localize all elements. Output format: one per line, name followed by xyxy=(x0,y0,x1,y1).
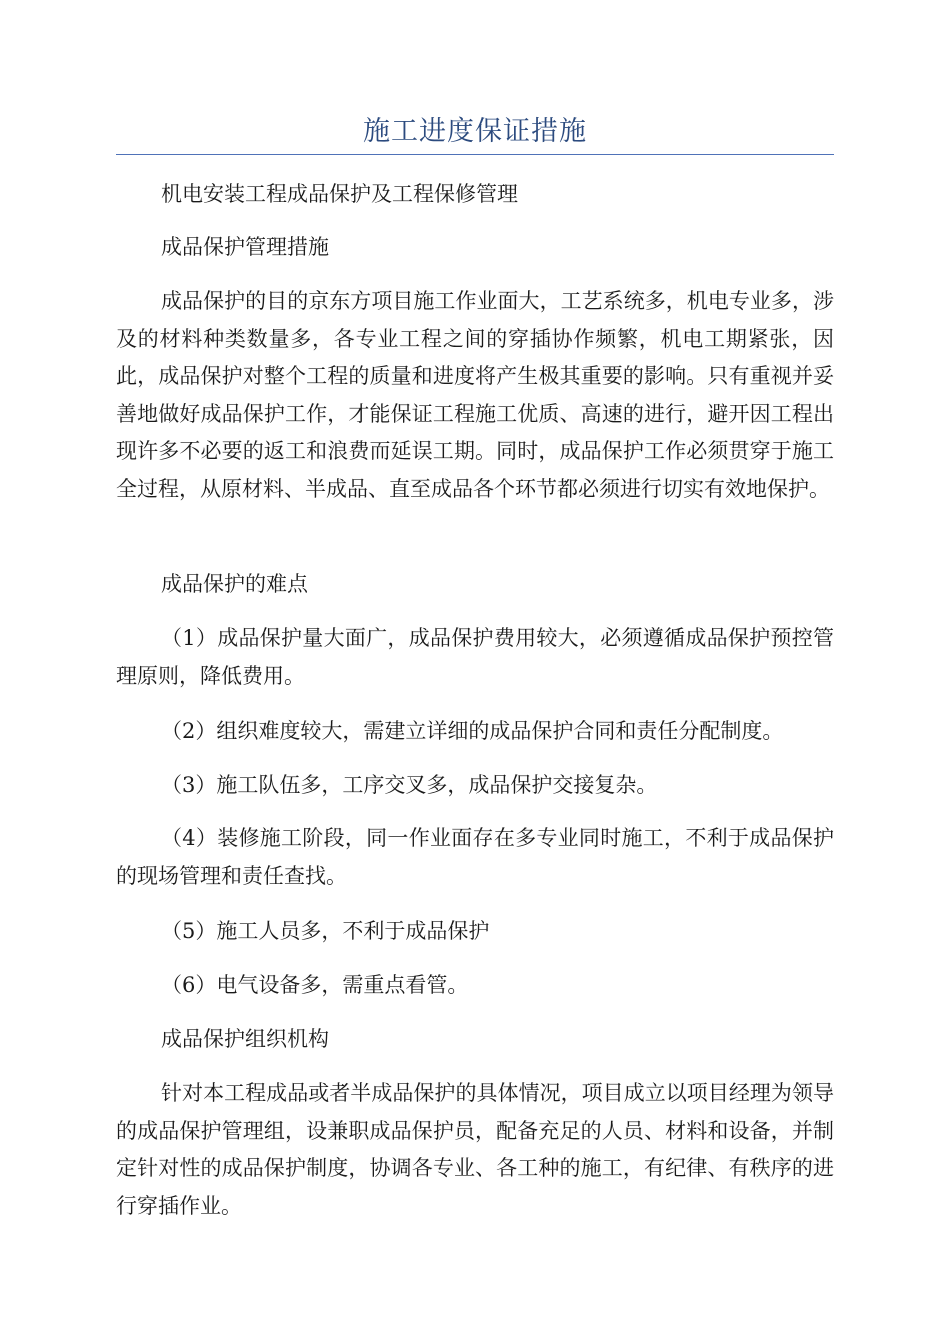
title-underline xyxy=(116,154,834,155)
paragraph-heading-difficulties: 成品保护的难点 xyxy=(161,572,308,596)
paragraph-item-2: （2）组织难度较大，需建立详细的成品保护合同和责任分配制度。 xyxy=(161,719,784,743)
paragraph-heading-measures: 成品保护管理措施 xyxy=(161,235,329,259)
paragraph-item-4: （4）装修施工阶段，同一作业面存在多专业同时施工，不利于成品保护的现场管理和责任查找。 xyxy=(116,826,834,888)
paragraph-item-5: （5）施工人员多，不利于成品保护 xyxy=(161,919,490,943)
paragraph-item-6: （6）电气设备多，需重点看管。 xyxy=(161,973,469,997)
paragraph-heading-main: 机电安装工程成品保护及工程保修管理 xyxy=(161,182,518,206)
paragraph-purpose: 成品保护的目的京东方项目施工作业面大，工艺系统多，机电专业多，涉及的材料种类数量多，各专业工程之间的穿插协作频繁，机电工期紧张，因此，成品保护对整个工程的质量和进度将产生极其重要的影响。只有重视并妥善地做好成品保护工作，才能保证工程施工优质、高速的进行，避开因工程出现许多不必要的返工和浪费而延误工期。同时，成品保护工作必须贯穿于施工全过程，从原材料、半成品、直至成品各个环节都必须进行切实有效地保护。 xyxy=(116,289,834,501)
paragraph-heading-organization: 成品保护组织机构 xyxy=(161,1027,329,1051)
document-title: 施工进度保证措施 xyxy=(363,116,587,147)
paragraph-item-3: （3）施工队伍多，工序交叉多，成品保护交接复杂。 xyxy=(161,773,658,797)
paragraph-item-1: （1）成品保护量大面广，成品保护费用较大，必须遵循成品保护预控管理原则，降低费用。 xyxy=(116,626,834,688)
paragraph-organization: 针对本工程成品或者半成品保护的具体情况，项目成立以项目经理为领导的成品保护管理组，设兼职成品保护员，配备充足的人员、材料和设备，并制定针对性的成品保护制度，协调各专业、各工种的施工，有纪律、有秩序的进行穿插作业。 xyxy=(116,1081,834,1218)
